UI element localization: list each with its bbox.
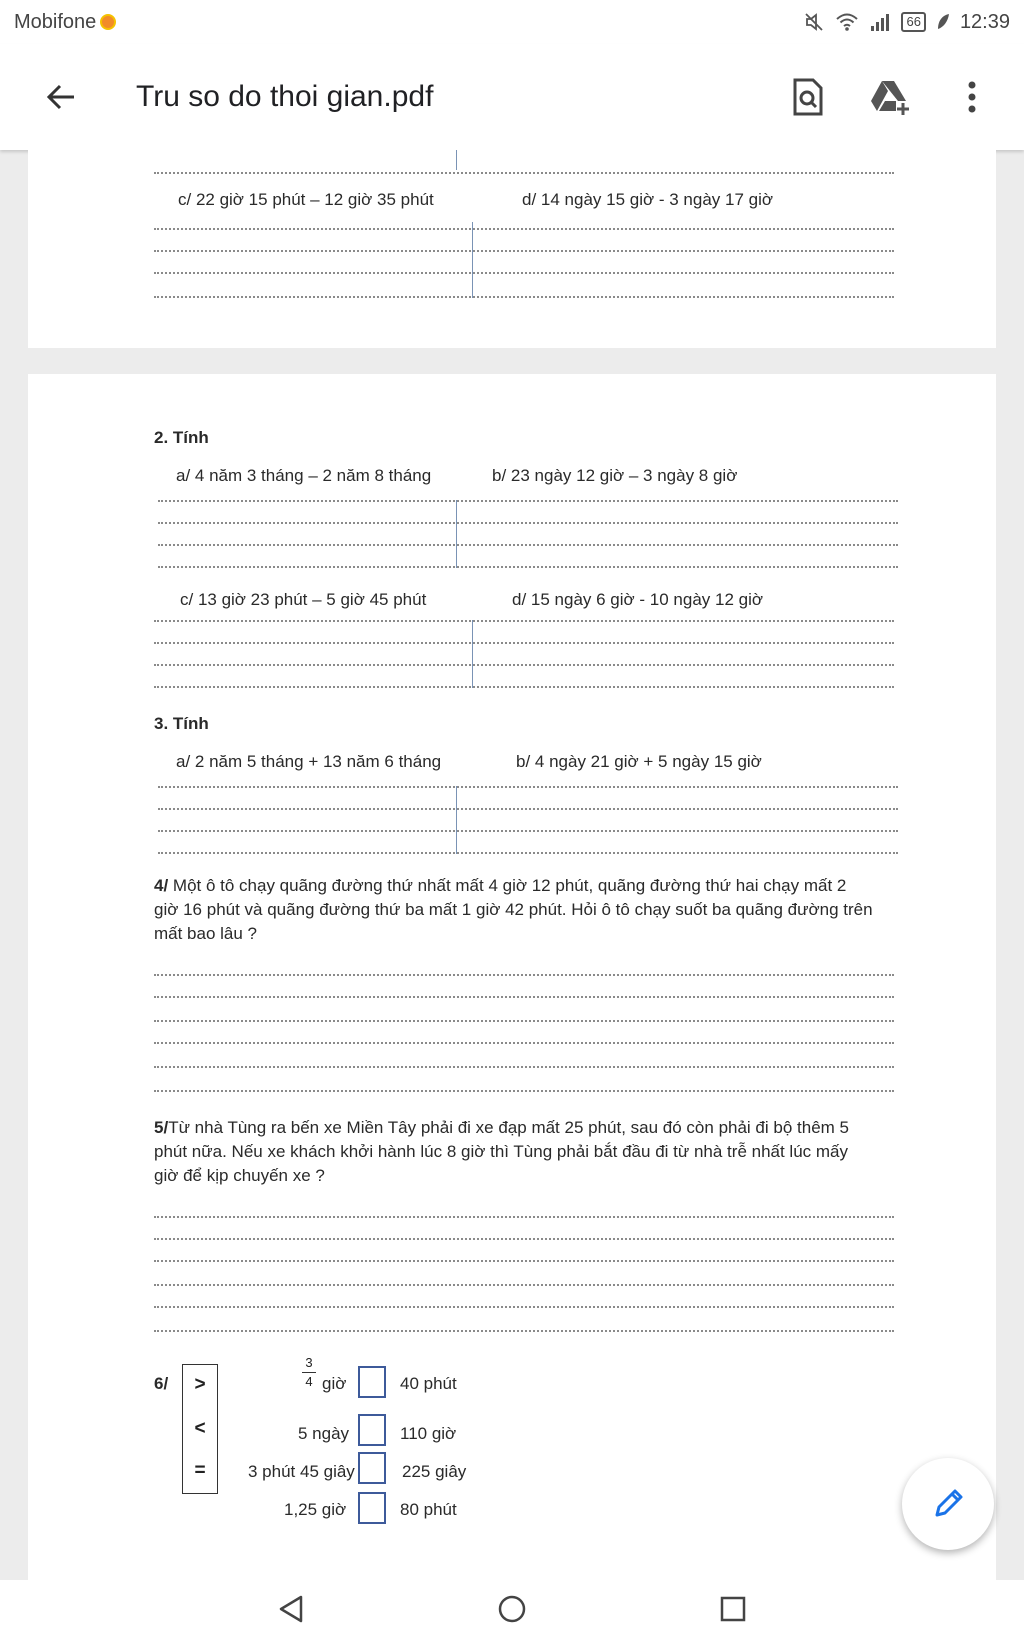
document-search-icon [792,78,824,116]
question-2-title: 2. Tính [154,428,209,447]
leaf-icon [936,13,950,31]
answer-line [154,1020,894,1022]
answer-line [158,808,898,810]
compare-row-1-right: 40 phút [400,1374,457,1393]
compare-box-4[interactable] [358,1492,386,1524]
fraction-denominator: 4 [305,1374,313,1389]
compare-box-3[interactable] [358,1452,386,1484]
question-4-text: Một ô tô chạy quãng đường thứ nhất mất 4 giờ 12 phút, quãng đường thứ hai chạy mất 2 giờ 16 phút và quãng đường thứ ba mất 1 giờ 42 phút. Hỏi ô tô chạy suốt ba quãng đường trên mất bao lâu ? [154,876,873,943]
question-6-label: 6/ [154,1374,169,1393]
arrow-left-icon [45,81,77,113]
triangle-back-icon [277,1594,305,1624]
signal-icon [869,12,891,32]
pencil-icon [931,1487,965,1521]
answer-line [158,830,898,832]
circle-home-icon [497,1594,527,1624]
back-button[interactable] [30,66,92,128]
compare-row-3-left: 3 phút 45 giây [248,1462,355,1481]
answer-line [154,686,894,688]
answer-line [154,1238,894,1240]
wifi-icon [835,11,859,33]
status-left [14,11,116,34]
carrier-name: Mobifone [14,10,97,33]
answer-line [154,272,894,274]
question-5-label: 5/ [154,1118,169,1137]
answer-line [154,996,894,998]
answer-line [154,1090,894,1092]
square-recents-icon [719,1595,747,1623]
compare-row-3-right: 225 giây [402,1462,467,1481]
answer-line [154,1042,894,1044]
system-nav-bar [0,1580,1024,1638]
answer-line [154,1260,894,1262]
more-options-button[interactable] [942,67,1002,127]
nav-recents-button[interactable] [709,1585,757,1633]
battery-icon: 66 [901,12,925,32]
column-divider [472,222,473,298]
column-divider [456,150,457,170]
question-4-label: 4/ [154,876,169,895]
sign-less: < [194,1418,206,1439]
fraction-three-quarters [302,1356,316,1389]
nav-home-button[interactable] [488,1585,536,1633]
question-4 [154,874,874,946]
compare-row-4-right: 80 phút [400,1500,457,1519]
answer-line [154,296,894,298]
find-in-document-button[interactable] [778,67,838,127]
column-divider [456,500,457,568]
answer-line [154,228,894,230]
compare-box-2[interactable] [358,1414,386,1446]
answer-line [154,974,894,976]
compare-row-2-left: 5 ngày [298,1424,350,1443]
pdf-page-1[interactable] [28,150,996,348]
exercise-2c: c/ 13 giờ 23 phút – 5 giờ 45 phút [180,590,427,609]
app-bar [0,44,1024,150]
answer-line [158,566,898,568]
compare-box-1[interactable] [358,1366,386,1398]
status-bar [0,0,1024,44]
answer-line [158,500,898,502]
compare-row-1-left: giờ [322,1374,347,1393]
clock: 12:39 [959,10,1010,33]
question-5 [154,1116,874,1188]
fraction-numerator: 3 [305,1355,313,1370]
compare-row-4-left: 1,25 giờ [284,1500,347,1519]
compare-row-2-right: 110 giờ [400,1424,457,1443]
question-5-text: Từ nhà Tùng ra bến xe Miền Tây phải đi xe đạp mất 25 phút, sau đó còn phải đi bộ thêm 5 phút nữa. Nếu xe khách khởi hành lúc 8 giờ thì Tùng phải bắt đầu đi từ nhà trễ nhất lúc mấy giờ để kịp chuyến xe ? [154,1118,849,1185]
add-to-drive-button[interactable] [860,67,920,127]
question-3-title: 3. Tính [154,714,209,733]
exercise-3a: a/ 2 năm 5 tháng + 13 năm 6 tháng [176,752,442,771]
answer-line [154,172,894,174]
nav-back-button[interactable] [267,1585,315,1633]
exercise-2d: d/ 15 ngày 6 giờ - 10 ngày 12 giờ [512,590,764,609]
answer-line [154,1216,894,1218]
exercise-2b: b/ 23 ngày 12 giờ – 3 ngày 8 giờ [492,466,738,485]
answer-line [158,522,898,524]
more-vertical-icon [967,81,977,113]
column-divider [472,620,473,688]
answer-line [154,664,894,666]
exercise-1c: c/ 22 giờ 15 phút – 12 giờ 35 phút [178,190,434,209]
answer-line [158,544,898,546]
answer-line [154,1330,894,1332]
answer-line [154,642,894,644]
answer-line [154,1284,894,1286]
answer-line [154,620,894,622]
status-right [803,11,1010,34]
pdf-page-2[interactable] [28,374,996,1580]
mute-icon [803,11,825,33]
sign-greater: > [194,1374,206,1395]
answer-line [158,852,898,854]
carrier-icon [100,14,116,30]
answer-line [154,1306,894,1308]
edit-button[interactable] [902,1458,994,1550]
answer-line [154,250,894,252]
sign-equal: = [194,1460,206,1481]
column-divider [456,786,457,854]
answer-line [158,786,898,788]
answer-line [154,1066,894,1068]
drive-add-icon [870,79,910,115]
exercise-2a: a/ 4 năm 3 tháng – 2 năm 8 tháng [176,466,432,485]
exercise-1d: d/ 14 ngày 15 giờ - 3 ngày 17 giờ [522,190,774,209]
document-title: Tru so do thoi gian.pdf [136,80,434,113]
exercise-3b: b/ 4 ngày 21 giờ + 5 ngày 15 giờ [516,752,762,771]
